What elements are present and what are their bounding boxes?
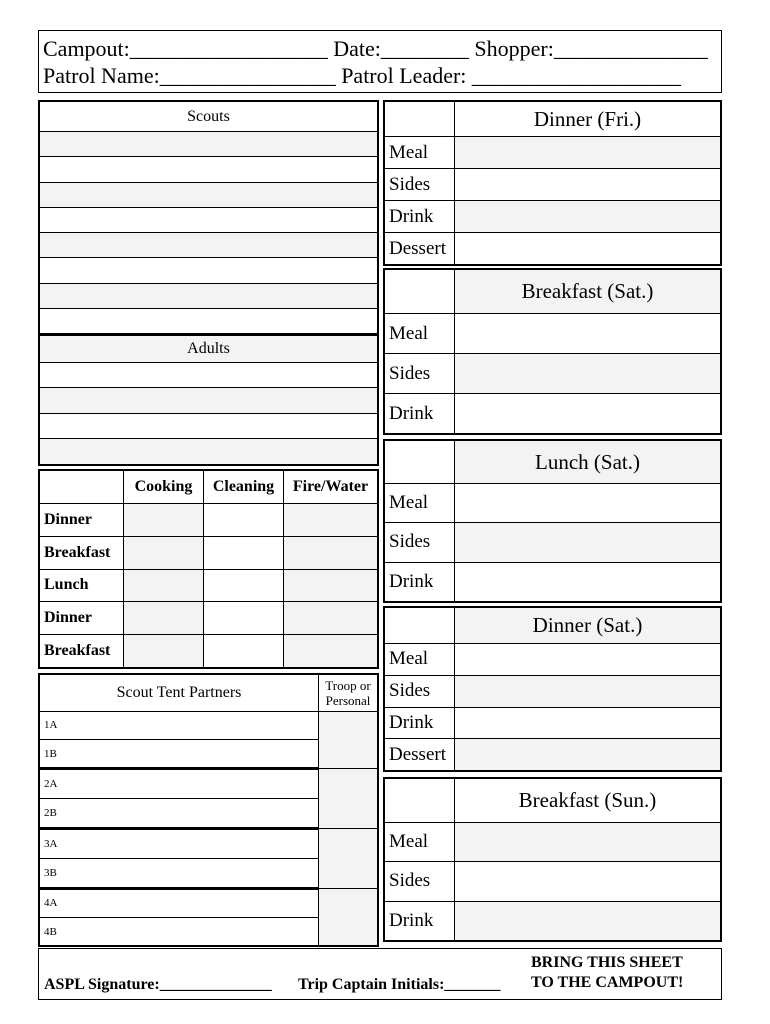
duty-row-label: Dinner — [40, 504, 124, 537]
meal-title: Dinner (Sat.) — [455, 608, 721, 644]
meal-row-label: Sides — [385, 675, 455, 707]
duty-cell[interactable] — [284, 536, 378, 569]
meal-corner — [385, 270, 455, 314]
adult-row[interactable] — [40, 362, 378, 388]
meal-row-label: Drink — [385, 201, 455, 233]
meal-title: Dinner (Fri.) — [455, 102, 721, 137]
tent-type-cell[interactable] — [319, 712, 378, 769]
scout-row[interactable] — [40, 258, 378, 283]
bring-sheet-line-1: BRING THIS SHEET — [531, 954, 683, 971]
meal-row-label: Drink — [385, 901, 455, 940]
tent-slot[interactable]: 2B — [40, 799, 319, 829]
meal-entry[interactable] — [455, 862, 721, 901]
meal-breakfast-sat — [383, 268, 722, 435]
meal-row-label: Dessert — [385, 739, 455, 771]
troop-personal-header — [319, 675, 378, 712]
duty-col-cleaning: Cleaning — [204, 471, 284, 504]
tent-type-cell[interactable] — [319, 769, 378, 829]
meal-entry[interactable] — [455, 169, 721, 201]
tent-slot[interactable]: 2A — [40, 769, 319, 799]
meal-lunch-sat — [383, 439, 722, 603]
meal-row-label: Sides — [385, 862, 455, 901]
duty-cell[interactable] — [204, 504, 284, 537]
tent-title: Scout Tent Partners — [40, 675, 319, 712]
duty-cell[interactable] — [204, 602, 284, 635]
tent-slot[interactable]: 1A — [40, 712, 319, 740]
meal-corner — [385, 102, 455, 137]
meal-corner — [385, 779, 455, 823]
meal-row-label: Dessert — [385, 233, 455, 265]
adults-title: Adults — [40, 335, 378, 362]
duty-cell[interactable] — [284, 602, 378, 635]
duty-cell[interactable] — [124, 504, 204, 537]
meal-entry[interactable] — [455, 707, 721, 739]
footer-box — [38, 948, 722, 1000]
duty-cell[interactable] — [124, 602, 204, 635]
header-line-1[interactable]: Campout:__________________ Date:________ Shopper:______________ — [43, 36, 708, 61]
meal-dinner-sat — [383, 606, 722, 772]
duty-cell[interactable] — [284, 504, 378, 537]
meal-entry[interactable] — [455, 201, 721, 233]
duty-row-label: Breakfast — [40, 635, 124, 668]
meal-entry[interactable] — [455, 675, 721, 707]
meal-row-label: Meal — [385, 644, 455, 676]
meal-entry[interactable] — [455, 394, 721, 434]
trip-captain-initials[interactable]: Trip Captain Initials:_______ — [298, 976, 501, 993]
troop-label: Troop or — [325, 678, 371, 693]
duty-row-label: Lunch — [40, 569, 124, 602]
meal-entry[interactable] — [455, 233, 721, 265]
scouts-table — [39, 101, 378, 334]
scout-row[interactable] — [40, 233, 378, 258]
personal-label: Personal — [325, 693, 371, 708]
aspl-signature[interactable]: ASPL Signature:______________ — [44, 976, 272, 993]
duty-corner — [40, 471, 124, 504]
meal-row-label: Drink — [385, 707, 455, 739]
tent-partners — [38, 673, 379, 947]
header-line-2[interactable]: Patrol Name:________________ Patrol Leader: ___________________ — [43, 63, 681, 88]
scouts-title: Scouts — [40, 102, 378, 132]
bring-sheet-line-2: TO THE CAMPOUT! — [531, 974, 684, 991]
meal-entry[interactable] — [455, 137, 721, 169]
adult-row[interactable] — [40, 439, 378, 465]
duty-col-cooking: Cooking — [124, 471, 204, 504]
meal-row-label: Drink — [385, 562, 455, 601]
meal-corner — [385, 608, 455, 644]
meal-breakfast-sun — [383, 777, 722, 942]
meal-row-label: Sides — [385, 354, 455, 394]
meal-row-label: Sides — [385, 523, 455, 562]
scout-row[interactable] — [40, 308, 378, 333]
meal-entry[interactable] — [455, 644, 721, 676]
meal-entry[interactable] — [455, 823, 721, 862]
meal-title: Breakfast (Sun.) — [455, 779, 721, 823]
scout-row[interactable] — [40, 132, 378, 157]
tent-slot[interactable]: 3A — [40, 828, 319, 858]
meal-entry[interactable] — [455, 739, 721, 771]
meal-row-label: Sides — [385, 169, 455, 201]
tent-slot[interactable]: 4B — [40, 918, 319, 946]
meal-row-label: Drink — [385, 394, 455, 434]
duty-cell[interactable] — [124, 569, 204, 602]
duty-row-label: Breakfast — [40, 536, 124, 569]
tent-slot[interactable]: 3B — [40, 858, 319, 888]
duty-cell[interactable] — [284, 569, 378, 602]
duty-roster — [38, 469, 379, 669]
meal-entry[interactable] — [455, 484, 721, 523]
meal-row-label: Meal — [385, 484, 455, 523]
meal-title: Lunch (Sat.) — [455, 441, 721, 484]
duty-col-firewater: Fire/Water — [284, 471, 378, 504]
duty-cell[interactable] — [124, 536, 204, 569]
meal-entry[interactable] — [455, 314, 721, 354]
adult-row[interactable] — [40, 388, 378, 414]
duty-cell[interactable] — [204, 635, 284, 668]
scout-row[interactable] — [40, 182, 378, 207]
meal-row-label: Meal — [385, 314, 455, 354]
meal-entry[interactable] — [455, 523, 721, 562]
meal-corner — [385, 441, 455, 484]
tent-type-cell[interactable] — [319, 888, 378, 945]
duty-cell[interactable] — [124, 635, 204, 668]
meal-row-label: Meal — [385, 137, 455, 169]
tent-type-cell[interactable] — [319, 828, 378, 888]
tent-slot[interactable]: 4A — [40, 888, 319, 918]
adults-table — [39, 334, 378, 465]
meal-title: Breakfast (Sat.) — [455, 270, 721, 314]
duty-cell[interactable] — [204, 536, 284, 569]
adult-row[interactable] — [40, 413, 378, 439]
header-box — [38, 30, 722, 93]
meal-entry[interactable] — [455, 354, 721, 394]
meal-entry[interactable] — [455, 562, 721, 601]
duty-cell[interactable] — [284, 635, 378, 668]
scout-row[interactable] — [40, 207, 378, 232]
scout-row[interactable] — [40, 157, 378, 182]
scout-row[interactable] — [40, 283, 378, 308]
meal-row-label: Meal — [385, 823, 455, 862]
duty-cell[interactable] — [204, 569, 284, 602]
tent-slot[interactable]: 1B — [40, 739, 319, 769]
duty-row-label: Dinner — [40, 602, 124, 635]
meal-entry[interactable] — [455, 901, 721, 940]
roster-box — [38, 100, 379, 466]
meal-dinner-fri — [383, 100, 722, 266]
